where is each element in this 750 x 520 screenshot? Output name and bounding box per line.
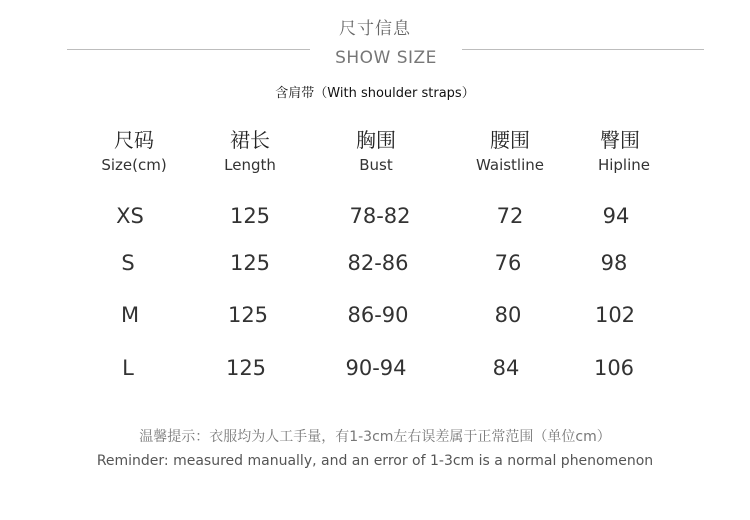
column-header-size-cn: 尺码 <box>114 128 154 152</box>
column-header-size-en: Size(cm) <box>101 156 167 174</box>
column-header-waistline-cn: 腰围 <box>490 128 530 152</box>
table-cell-bust: 90-94 <box>345 356 407 380</box>
table-cell-waistline: 72 <box>496 204 524 228</box>
table-cell-length: 125 <box>225 356 267 380</box>
table-cell-hipline: 98 <box>600 251 628 275</box>
table-cell-hipline: 102 <box>594 303 636 327</box>
table-cell-size: L <box>122 356 134 380</box>
table-cell-waistline: 76 <box>494 251 522 275</box>
table-cell-length: 125 <box>229 251 271 275</box>
column-header-bust-en: Bust <box>359 156 393 174</box>
column-header-bust-cn: 胸围 <box>356 128 396 152</box>
reminder-note-cn: 温馨提示：衣服均为人工手量，有1-3cm左右误差属于正常范围（单位cm） <box>139 429 611 445</box>
table-cell-bust: 78-82 <box>349 204 411 228</box>
reminder-note-en: Reminder: measured manually, and an error of 1-3cm is a normal phenomenon <box>96 453 654 469</box>
column-header-hipline-cn: 臀围 <box>600 128 640 152</box>
table-cell-waistline: 80 <box>494 303 522 327</box>
divider-line-left <box>67 49 310 50</box>
table-cell-length: 125 <box>227 303 269 327</box>
table-cell-bust: 82-86 <box>347 251 409 275</box>
table-cell-length: 125 <box>229 204 271 228</box>
table-cell-waistline: 84 <box>492 356 520 380</box>
column-header-hipline-en: Hipline <box>597 156 651 174</box>
table-cell-hipline: 94 <box>602 204 630 228</box>
table-cell-size: M <box>120 303 140 327</box>
page-title-cn: 尺寸信息 <box>339 19 411 39</box>
table-cell-hipline: 106 <box>593 356 635 380</box>
subtitle: 含肩带（With shoulder straps） <box>275 86 475 101</box>
table-cell-bust: 86-90 <box>347 303 409 327</box>
title-en-row <box>0 44 750 70</box>
divider-line-right <box>462 49 704 50</box>
column-header-length-en: Length <box>224 156 276 174</box>
column-header-length-cn: 裙长 <box>230 128 270 152</box>
table-cell-size: S <box>121 251 135 275</box>
table-cell-size: XS <box>116 204 144 228</box>
page-title-en: SHOW SIZE <box>335 48 437 68</box>
column-header-waistline-en: Waistline <box>476 156 544 174</box>
